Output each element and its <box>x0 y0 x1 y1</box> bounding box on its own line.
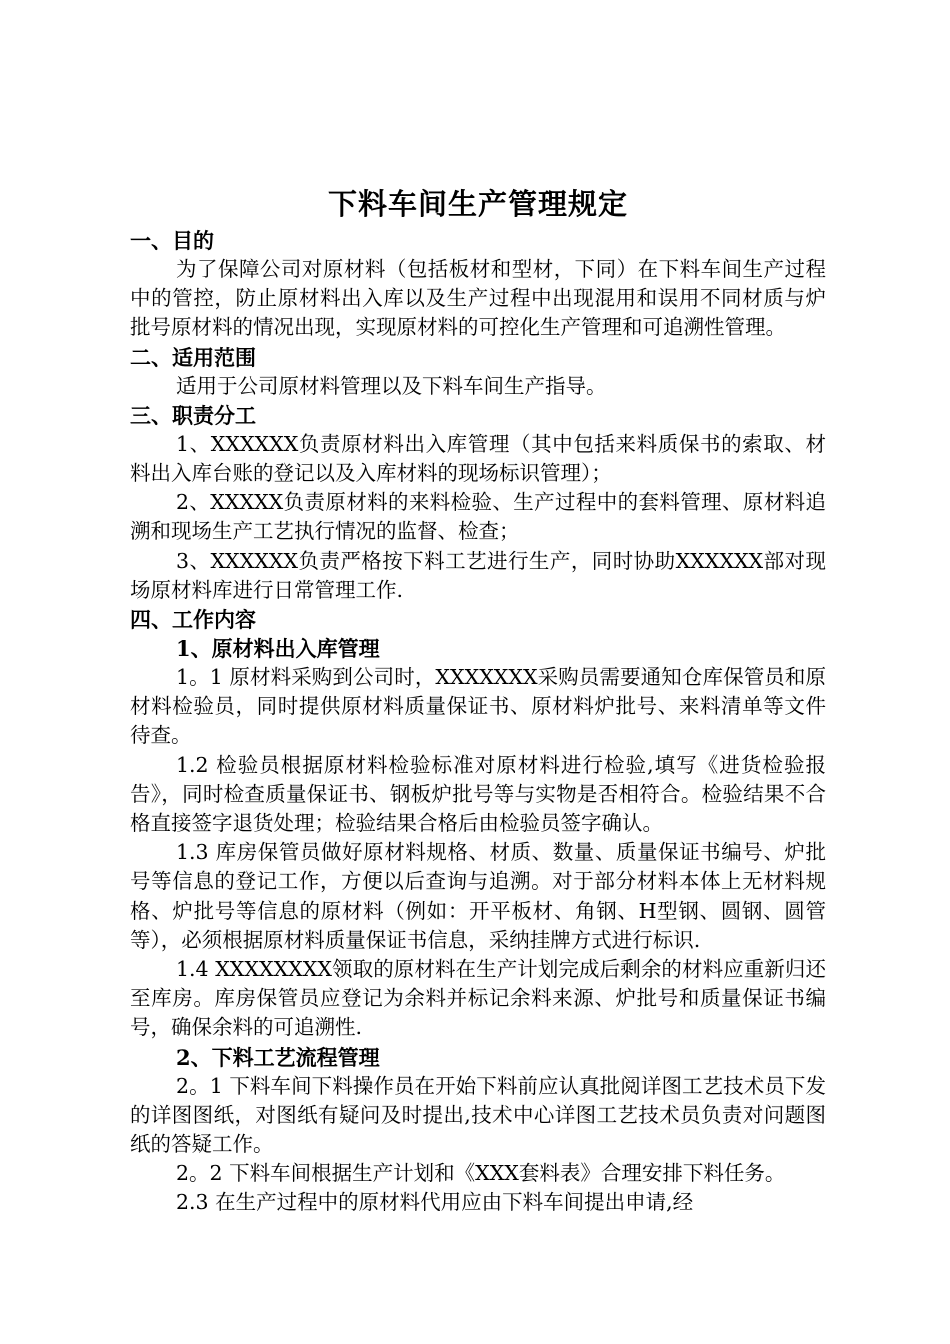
paragraph-scope: 适用于公司原材料管理以及下料车间生产指导。 <box>176 373 607 398</box>
paragraph-2-1: 2。1 下料车间下料操作员在开始下料前应认真批阅详图工艺技术员下发的详图图纸，对图纸有疑问及时提出,技术中心详图工艺技术员负责对问题图纸的答疑工作。 <box>130 1073 826 1157</box>
paragraph-1-1: 1。1 原材料采购到公司时，XXXXXXX采购员需要通知仓库保管员和原材料检验员，同时提供原材料质量保证书、原材料炉批号、来料清单等文件待查。 <box>130 665 826 748</box>
paragraph-1-2: 1.2 检验员根据原材料检验标准对原材料进行检验,填写《进货检验报告》，同时检查质量保证书、钢板炉批号等与实物是否相符合。检验结果不合格直接签字退货处理；检验结果合格后由检验员签字确认。 <box>130 752 826 836</box>
paragraph-1-3: 1.3 库房保管员做好原材料规格、材质、数量、质量保证书编号、炉批号等信息的登记工作，方便以后查询与追溯。对于部分材料本体上无材料规格、炉批号等信息的原材料（例如：开平板材、角钢、H型钢、圆钢、圆管等），必须根据原材料质量保证书信息，采纳挂牌方式进行标识. <box>130 840 826 952</box>
document-page <box>130 186 826 1218</box>
paragraph-responsibility-3: 3、XXXXXX负责严格按下料工艺进行生产，同时协助XXXXXX部对现场原材料库进行日常管理工作. <box>130 548 826 602</box>
paragraph-2-3: 2.3 在生产过程中的原材料代用应由下料车间提出申请,经 <box>176 1190 694 1215</box>
subsection-heading-material-inventory: 1、原材料出入库管理 <box>176 636 380 662</box>
paragraph-1-4: 1.4 XXXXXXXX领取的原材料在生产计划完成后剩余的材料应重新归还至库房。库房保管员应登记为余料并标记余料来源、炉批号和质量保证书编号，确保余料的可追溯性. <box>130 957 826 1040</box>
paragraph-purpose: 为了保障公司对原材料（包括板材和型材，下同）在下料车间生产过程中的管控，防止原材料出入库以及生产过程中出现混用和误用不同材质与炉批号原材料的情况出现，实现原材料的可控化生产管理和可追溯性管理。 <box>130 257 826 340</box>
section-heading-scope: 二、适用范围 <box>130 344 256 370</box>
document-title: 下料车间生产管理规定 <box>327 187 628 221</box>
paragraph-2-2: 2。2 下料车间根据生产计划和《XXX套料表》合理安排下料任务。 <box>176 1161 786 1186</box>
subsection-heading-cutting-process: 2、下料工艺流程管理 <box>176 1044 380 1070</box>
section-heading-purpose: 一、目的 <box>130 228 214 253</box>
section-heading-responsibilities: 三、职责分工 <box>130 402 256 428</box>
paragraph-responsibility-2: 2、XXXXX负责原材料的来料检验、生产过程中的套料管理、原材料追溯和现场生产工艺执行情况的监督、检查； <box>130 490 826 544</box>
paragraph-responsibility-1: 1、XXXXXX负责原材料出入库管理（其中包括来料质保书的索取、材料出入库台账的登记以及入库材料的现场标识管理）； <box>130 431 826 486</box>
section-heading-work-content: 四、工作内容 <box>130 607 256 633</box>
